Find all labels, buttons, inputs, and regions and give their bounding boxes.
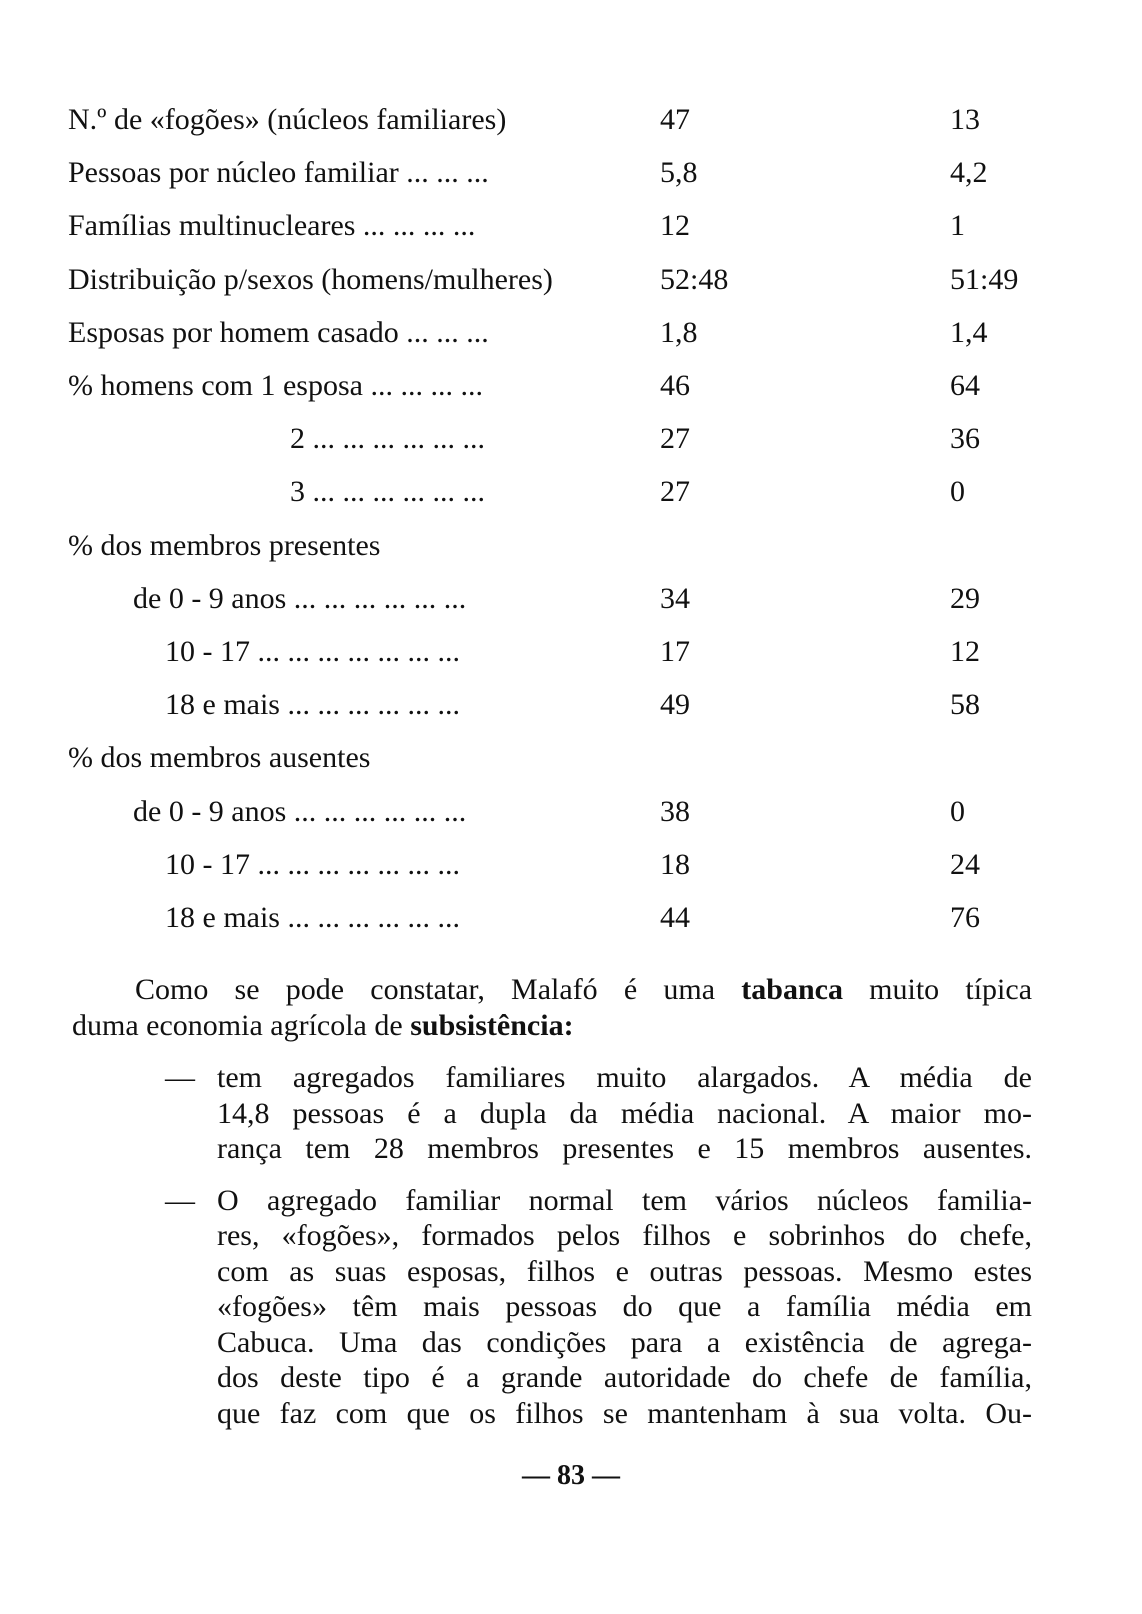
value-cabuca: 1 bbox=[950, 209, 965, 243]
value-malafo: 27 bbox=[660, 422, 690, 456]
value-malafo: 52:48 bbox=[660, 262, 729, 296]
row-label: Esposas por homem casado ... ... ... bbox=[68, 315, 489, 349]
bullet-line: Cabuca. Uma das condições para a existência de agrega- bbox=[217, 1325, 1032, 1359]
value-malafo: 18 bbox=[660, 847, 690, 881]
bullet-line: que faz com que os filhos se mantenham à sua volta. Ou- bbox=[217, 1396, 1032, 1430]
value-malafo: 38 bbox=[660, 794, 690, 828]
value-cabuca: 4,2 bbox=[950, 156, 988, 190]
value-cabuca: 1,4 bbox=[950, 315, 988, 349]
table-row bbox=[0, 579, 1142, 619]
row-label: % dos membros ausentes bbox=[68, 741, 371, 775]
bullet-line: res, «fogões», formados pelos filhos e sobrinhos do chefe, bbox=[217, 1219, 1032, 1252]
table-row bbox=[0, 738, 1142, 778]
table-row bbox=[0, 260, 1142, 300]
value-cabuca: 64 bbox=[950, 369, 980, 402]
table-row bbox=[0, 313, 1142, 353]
table-row bbox=[0, 472, 1142, 512]
page-number: — 83 — bbox=[522, 1460, 620, 1491]
value-malafo: 49 bbox=[660, 688, 690, 722]
value-malafo: 46 bbox=[660, 369, 690, 402]
value-cabuca: 13 bbox=[950, 103, 980, 136]
row-label: 10 - 17 ... ... ... ... ... ... ... bbox=[165, 635, 460, 668]
table-row bbox=[0, 366, 1142, 406]
row-label: N.º de «fogões» (núcleos familiares) bbox=[68, 103, 507, 136]
row-label: Famílias multinucleares ... ... ... ... bbox=[68, 209, 476, 243]
row-label: de 0 - 9 anos ... ... ... ... ... ... bbox=[133, 794, 467, 828]
row-label: 18 e mais ... ... ... ... ... ... bbox=[165, 901, 460, 934]
bullet-line: O agregado familiar normal tem vários núcleos familia- bbox=[217, 1183, 1032, 1217]
bullet-line: rança tem 28 membros presentes e 15 membros ausentes. bbox=[217, 1132, 1032, 1165]
value-malafo: 47 bbox=[660, 103, 690, 136]
row-label: Pessoas por núcleo familiar ... ... ... bbox=[68, 156, 489, 190]
bullet-line: 14,8 pessoas é a dupla da média nacional. A maior mo- bbox=[217, 1096, 1032, 1130]
value-malafo: 27 bbox=[660, 475, 690, 509]
value-malafo: 17 bbox=[660, 635, 690, 668]
value-malafo: 5,8 bbox=[660, 156, 698, 190]
row-label: 10 - 17 ... ... ... ... ... ... ... bbox=[165, 847, 460, 881]
table-row bbox=[0, 153, 1142, 193]
row-label: 18 e mais ... ... ... ... ... ... bbox=[165, 688, 460, 722]
table-row bbox=[0, 632, 1142, 672]
value-malafo: 12 bbox=[660, 209, 690, 243]
value-cabuca: 36 bbox=[950, 422, 980, 456]
table-row bbox=[0, 685, 1142, 725]
value-cabuca: 58 bbox=[950, 688, 980, 722]
value-cabuca: 29 bbox=[950, 581, 980, 615]
value-malafo: 34 bbox=[660, 581, 690, 615]
value-cabuca: 51:49 bbox=[950, 262, 1019, 296]
row-label: 2 ... ... ... ... ... ... bbox=[290, 422, 485, 456]
bullet-line: «fogões» têm mais pessoas do que a família média em bbox=[217, 1290, 1032, 1323]
table-row bbox=[0, 845, 1142, 885]
table-row bbox=[0, 206, 1142, 246]
value-cabuca: 0 bbox=[950, 794, 965, 828]
row-label: Distribuição p/sexos (homens/mulheres) bbox=[68, 262, 553, 296]
value-cabuca: 0 bbox=[950, 475, 965, 509]
bullet-line: tem agregados familiares muito alargados. A média de bbox=[217, 1061, 1032, 1094]
bullet-line: com as suas esposas, filhos e outras pessoas. Mesmo estes bbox=[217, 1254, 1032, 1288]
table-row bbox=[0, 526, 1142, 566]
value-malafo: 1,8 bbox=[660, 315, 698, 349]
value-cabuca: 24 bbox=[950, 847, 980, 881]
bullet-line: dos deste tipo é a grande autoridade do chefe de família, bbox=[217, 1361, 1032, 1394]
table-row bbox=[0, 898, 1142, 938]
value-cabuca: 76 bbox=[950, 901, 980, 934]
row-label: % dos membros presentes bbox=[68, 528, 381, 562]
bullet-dash: — bbox=[165, 1183, 195, 1217]
row-label: % homens com 1 esposa ... ... ... ... bbox=[68, 369, 483, 402]
value-malafo: 44 bbox=[660, 901, 690, 934]
row-label: 3 ... ... ... ... ... ... bbox=[290, 475, 485, 509]
table-row bbox=[0, 419, 1142, 459]
intro-line-2: duma economia agrícola de subsistência: bbox=[72, 1009, 574, 1042]
table-row bbox=[0, 100, 1142, 140]
row-label: de 0 - 9 anos ... ... ... ... ... ... bbox=[133, 581, 467, 615]
intro-line-1: Como se pode constatar, Malafó é uma tabanca muito típica bbox=[135, 973, 1033, 1006]
value-cabuca: 12 bbox=[950, 635, 980, 668]
table-row bbox=[0, 792, 1142, 832]
bullet-dash: — bbox=[165, 1061, 195, 1094]
